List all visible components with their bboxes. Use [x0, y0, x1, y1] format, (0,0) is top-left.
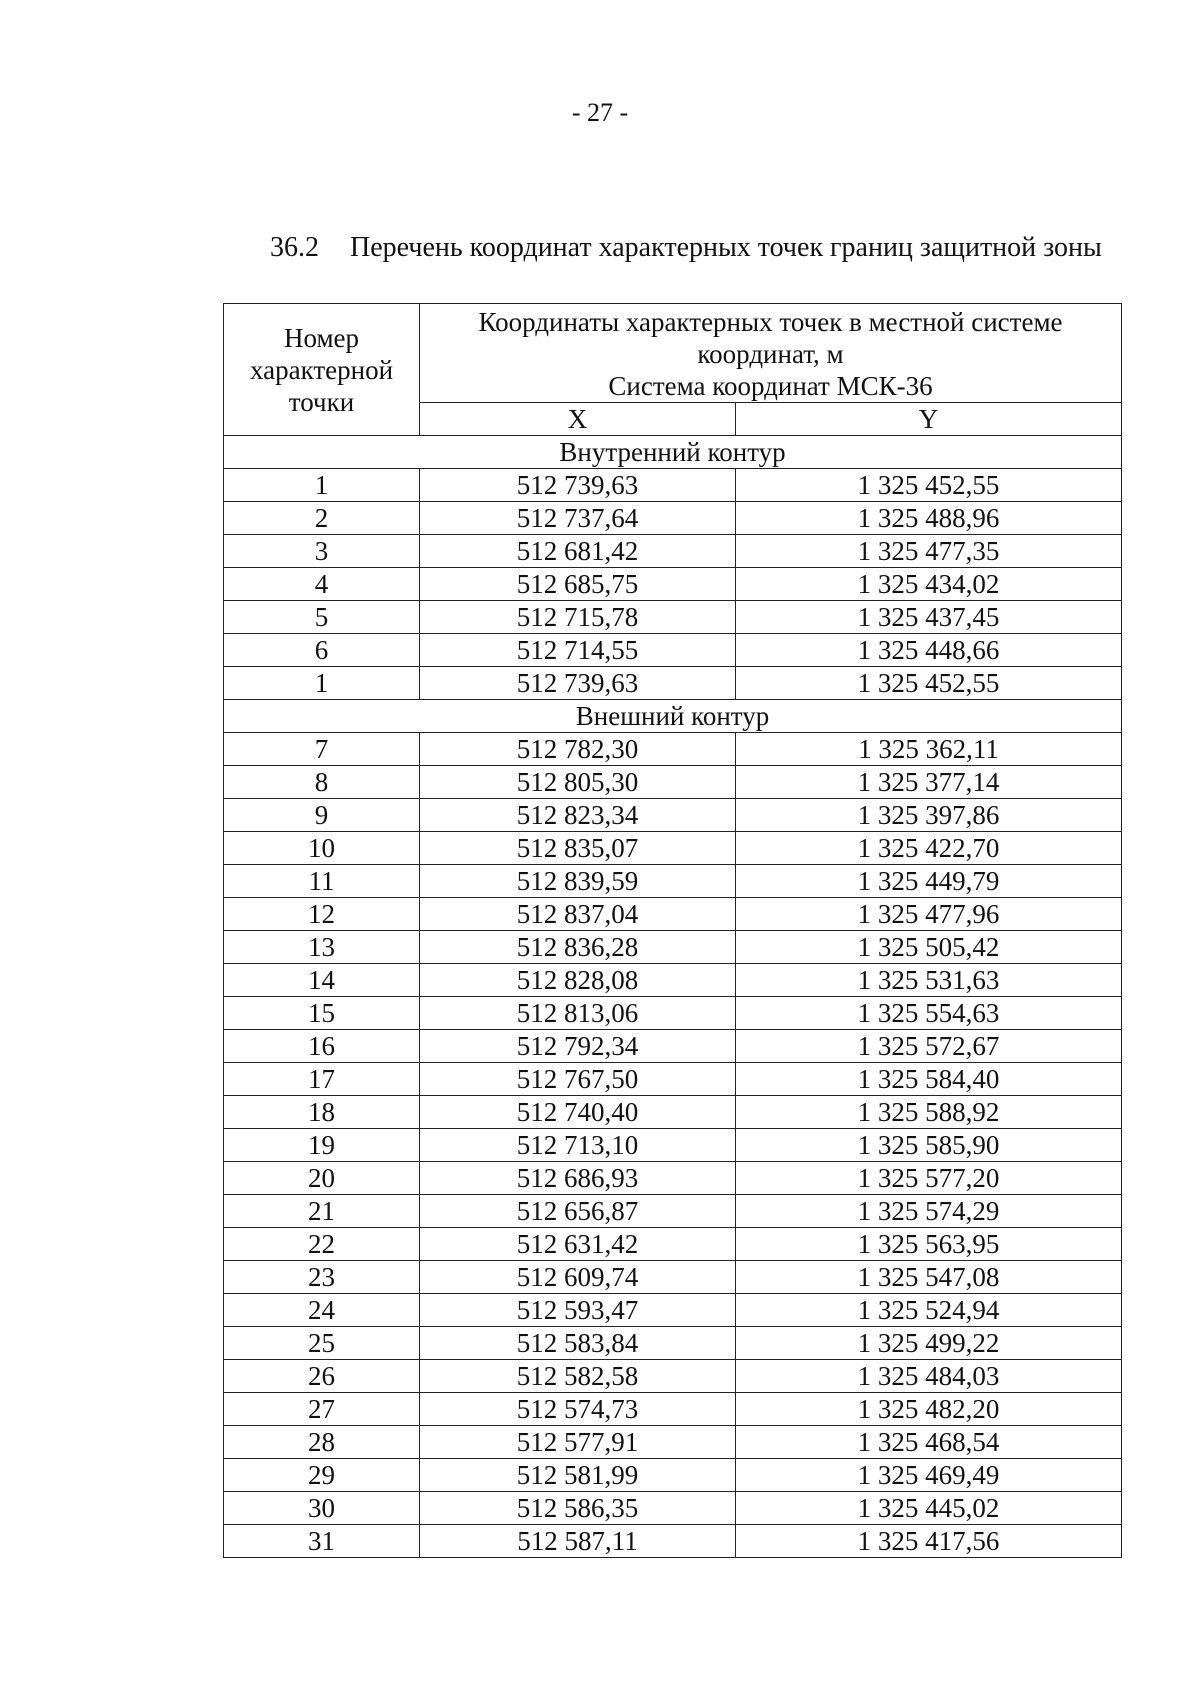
x-coordinate-cell: 512 681,42 [420, 535, 736, 568]
table-row [224, 1195, 1122, 1228]
table-row [224, 568, 1122, 601]
y-coordinate-cell: 1 325 422,70 [736, 832, 1122, 865]
y-coordinate-cell: 1 325 448,66 [736, 634, 1122, 667]
x-coordinate-cell: 512 583,84 [420, 1327, 736, 1360]
point-number-cell: 20 [224, 1162, 420, 1195]
x-coordinate-cell: 512 582,58 [420, 1360, 736, 1393]
x-coordinate-cell: 512 574,73 [420, 1393, 736, 1426]
table-row [224, 469, 1122, 502]
table-row [224, 832, 1122, 865]
table-row [224, 898, 1122, 931]
point-number-header-line: точки [288, 386, 355, 417]
point-number-cell: 12 [224, 898, 420, 931]
x-coordinate-cell: 512 805,30 [420, 766, 736, 799]
table-row [224, 1063, 1122, 1096]
point-number-cell: 6 [224, 634, 420, 667]
y-coordinate-cell: 1 325 563,95 [736, 1228, 1122, 1261]
table-row [224, 1492, 1122, 1525]
table-row [224, 1129, 1122, 1162]
point-number-header-line: характерной [249, 354, 394, 385]
coordinates-header-line: Система координат МСК-36 [608, 371, 933, 401]
y-coordinate-cell: 1 325 468,54 [736, 1426, 1122, 1459]
y-coordinate-cell: 1 325 547,08 [736, 1261, 1122, 1294]
table-row [224, 733, 1122, 766]
y-coordinate-cell: 1 325 437,45 [736, 601, 1122, 634]
table-row [224, 1162, 1122, 1195]
x-coordinate-cell: 512 782,30 [420, 733, 736, 766]
table-row [224, 1525, 1122, 1558]
point-number-cell: 3 [224, 535, 420, 568]
point-number-cell: 5 [224, 601, 420, 634]
table-row [224, 964, 1122, 997]
y-coordinate-cell: 1 325 482,20 [736, 1393, 1122, 1426]
x-coordinate-cell: 512 835,07 [420, 832, 736, 865]
group-header-row [224, 700, 1122, 733]
x-coordinate-cell: 512 586,35 [420, 1492, 736, 1525]
table-row [224, 535, 1122, 568]
coordinates-header-line: координат, м [697, 339, 844, 369]
table-row [224, 502, 1122, 535]
x-coordinate-cell: 512 837,04 [420, 898, 736, 931]
table-row [224, 1360, 1122, 1393]
section-title-text: Перечень координат характерных точек границ защитной зоны [350, 232, 1102, 263]
x-column-header: X [420, 403, 736, 436]
x-coordinate-cell: 512 828,08 [420, 964, 736, 997]
point-number-cell: 26 [224, 1360, 420, 1393]
group-title: Внутренний контур [224, 436, 1122, 469]
y-coordinate-cell: 1 325 469,49 [736, 1459, 1122, 1492]
point-number-header [224, 304, 420, 436]
point-number-cell: 9 [224, 799, 420, 832]
table-row [224, 799, 1122, 832]
y-column-header: Y [736, 403, 1122, 436]
point-number-cell: 24 [224, 1294, 420, 1327]
point-number-cell: 17 [224, 1063, 420, 1096]
point-number-cell: 14 [224, 964, 420, 997]
y-coordinate-cell: 1 325 572,67 [736, 1030, 1122, 1063]
x-coordinate-cell: 512 823,34 [420, 799, 736, 832]
point-number-cell: 22 [224, 1228, 420, 1261]
x-coordinate-cell: 512 739,63 [420, 667, 736, 700]
x-coordinate-cell: 512 631,42 [420, 1228, 736, 1261]
point-number-cell: 23 [224, 1261, 420, 1294]
table-row [224, 865, 1122, 898]
table-row [224, 1096, 1122, 1129]
y-coordinate-cell: 1 325 362,11 [736, 733, 1122, 766]
section-number: 36.2 [270, 232, 319, 263]
x-coordinate-cell: 512 836,28 [420, 931, 736, 964]
y-coordinate-cell: 1 325 452,55 [736, 667, 1122, 700]
x-coordinate-cell: 512 587,11 [420, 1525, 736, 1558]
point-number-cell: 7 [224, 733, 420, 766]
y-coordinate-cell: 1 325 554,63 [736, 997, 1122, 1030]
table-row [224, 1030, 1122, 1063]
y-coordinate-cell: 1 325 574,29 [736, 1195, 1122, 1228]
point-number-cell: 21 [224, 1195, 420, 1228]
point-number-cell: 28 [224, 1426, 420, 1459]
y-coordinate-cell: 1 325 531,63 [736, 964, 1122, 997]
point-number-cell: 18 [224, 1096, 420, 1129]
y-coordinate-cell: 1 325 488,96 [736, 502, 1122, 535]
point-number-cell: 31 [224, 1525, 420, 1558]
x-coordinate-cell: 512 767,50 [420, 1063, 736, 1096]
y-coordinate-cell: 1 325 377,14 [736, 766, 1122, 799]
point-number-cell: 30 [224, 1492, 420, 1525]
page-number: - 27 - [571, 98, 629, 127]
table-row [224, 1228, 1122, 1261]
y-coordinate-cell: 1 325 417,56 [736, 1525, 1122, 1558]
coordinates-header [420, 304, 1122, 403]
table-body [224, 436, 1122, 1558]
point-number-cell: 1 [224, 667, 420, 700]
y-coordinate-cell: 1 325 584,40 [736, 1063, 1122, 1096]
y-coordinate-cell: 1 325 524,94 [736, 1294, 1122, 1327]
x-coordinate-cell: 512 609,74 [420, 1261, 736, 1294]
point-number-header-line: Номер [283, 322, 360, 353]
point-number-cell: 29 [224, 1459, 420, 1492]
y-coordinate-cell: 1 325 445,02 [736, 1492, 1122, 1525]
y-coordinate-cell: 1 325 434,02 [736, 568, 1122, 601]
table-row [224, 667, 1122, 700]
x-coordinate-cell: 512 713,10 [420, 1129, 736, 1162]
table-row [224, 634, 1122, 667]
table-row [224, 997, 1122, 1030]
coordinates-header-line: Координаты характерных точек в местной системе [478, 307, 1063, 337]
point-number-cell: 27 [224, 1393, 420, 1426]
table-row [224, 1261, 1122, 1294]
point-number-cell: 10 [224, 832, 420, 865]
x-coordinate-cell: 512 656,87 [420, 1195, 736, 1228]
x-coordinate-cell: 512 581,99 [420, 1459, 736, 1492]
table-row [224, 601, 1122, 634]
x-coordinate-cell: 512 685,75 [420, 568, 736, 601]
x-coordinate-cell: 512 792,34 [420, 1030, 736, 1063]
x-coordinate-cell: 512 715,78 [420, 601, 736, 634]
x-coordinate-cell: 512 577,91 [420, 1426, 736, 1459]
point-number-cell: 19 [224, 1129, 420, 1162]
y-coordinate-cell: 1 325 585,90 [736, 1129, 1122, 1162]
x-coordinate-cell: 512 593,47 [420, 1294, 736, 1327]
table-row [224, 1426, 1122, 1459]
point-number-cell: 15 [224, 997, 420, 1030]
point-number-cell: 11 [224, 865, 420, 898]
point-number-cell: 2 [224, 502, 420, 535]
table-row [224, 1327, 1122, 1360]
x-coordinate-cell: 512 714,55 [420, 634, 736, 667]
table-row [224, 766, 1122, 799]
section-title [270, 232, 1102, 264]
y-coordinate-cell: 1 325 505,42 [736, 931, 1122, 964]
y-coordinate-cell: 1 325 577,20 [736, 1162, 1122, 1195]
x-coordinate-cell: 512 740,40 [420, 1096, 736, 1129]
point-number-cell: 16 [224, 1030, 420, 1063]
x-coordinate-cell: 512 686,93 [420, 1162, 736, 1195]
x-coordinate-cell: 512 739,63 [420, 469, 736, 502]
x-coordinate-cell: 512 737,64 [420, 502, 736, 535]
point-number-cell: 8 [224, 766, 420, 799]
y-coordinate-cell: 1 325 499,22 [736, 1327, 1122, 1360]
y-coordinate-cell: 1 325 484,03 [736, 1360, 1122, 1393]
group-title: Внешний контур [224, 700, 1122, 733]
y-coordinate-cell: 1 325 477,35 [736, 535, 1122, 568]
x-coordinate-cell: 512 839,59 [420, 865, 736, 898]
point-number-cell: 25 [224, 1327, 420, 1360]
point-number-cell: 13 [224, 931, 420, 964]
group-header-row [224, 436, 1122, 469]
y-coordinate-cell: 1 325 588,92 [736, 1096, 1122, 1129]
y-coordinate-cell: 1 325 452,55 [736, 469, 1122, 502]
y-coordinate-cell: 1 325 449,79 [736, 865, 1122, 898]
point-number-cell: 4 [224, 568, 420, 601]
x-coordinate-cell: 512 813,06 [420, 997, 736, 1030]
coordinates-table [223, 303, 1122, 1558]
table-row [224, 931, 1122, 964]
y-coordinate-cell: 1 325 477,96 [736, 898, 1122, 931]
table-row [224, 1393, 1122, 1426]
y-coordinate-cell: 1 325 397,86 [736, 799, 1122, 832]
table-row [224, 1294, 1122, 1327]
table-row [224, 1459, 1122, 1492]
point-number-cell: 1 [224, 469, 420, 502]
